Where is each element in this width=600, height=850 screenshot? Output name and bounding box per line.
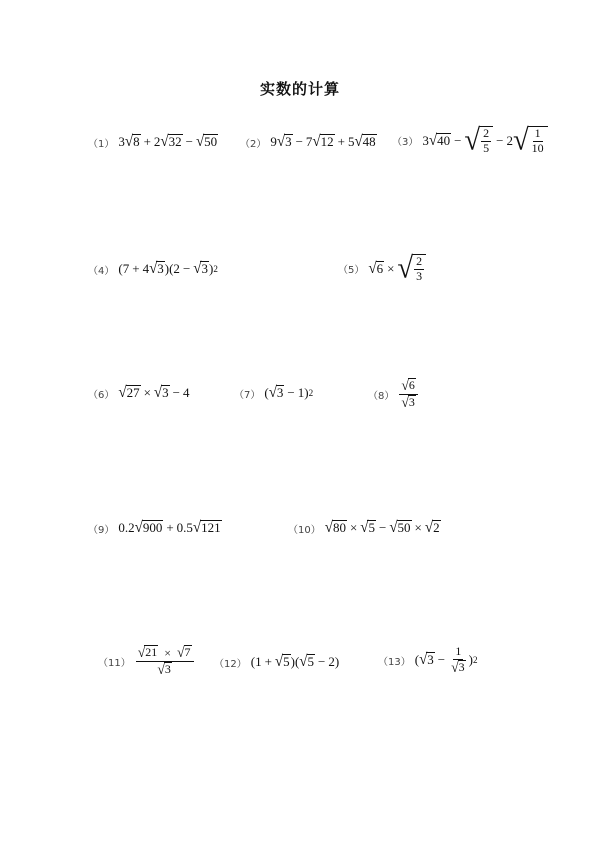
radicand: 5 [307, 654, 314, 670]
square-root: √ 80 [324, 519, 346, 537]
square-root: √ 40 [428, 132, 451, 150]
square-root: √ 3 [268, 384, 284, 402]
square-root: √ $\frac{2}{5}$ [464, 126, 493, 155]
problem-number: （4） [88, 265, 115, 277]
operator: − [318, 654, 326, 669]
term: (1 [250, 654, 262, 669]
term: 2) [328, 654, 340, 669]
square-root: √ 50 [389, 519, 411, 537]
square-root: √ 121 [192, 519, 221, 537]
radicand: 3 [157, 261, 164, 277]
radicand: 7 [184, 645, 191, 659]
operator: − [185, 134, 193, 149]
coefficient: 4 [142, 261, 150, 276]
numerator: 2 [483, 126, 490, 140]
radicand: 27 [126, 385, 140, 401]
problem-13 [378, 645, 478, 675]
problem-8 [368, 378, 419, 410]
radicand: 3 [162, 385, 169, 401]
square-root: √ 50 [195, 133, 218, 151]
radicand: 3 [285, 134, 292, 150]
expression [398, 378, 419, 410]
operator: − [496, 132, 504, 148]
radicand: 50 [204, 134, 218, 150]
coefficient: 3 [118, 134, 125, 149]
problem-10 [288, 520, 441, 536]
operator: + [143, 134, 151, 149]
radicand: 3 [164, 661, 171, 676]
denominator: 5 [483, 140, 490, 155]
term: ( [264, 385, 269, 400]
expression [118, 385, 189, 401]
operator: + [132, 261, 140, 276]
radicand: 80 [332, 520, 346, 536]
expression [118, 261, 218, 277]
term: ) [208, 261, 214, 276]
fraction [136, 645, 194, 677]
radicand: 2 [433, 520, 440, 536]
coefficient: 5 [347, 134, 355, 149]
problem-number: （6） [88, 389, 115, 401]
problem-12 [214, 654, 339, 670]
radicand: 32 [168, 134, 182, 150]
radicand: 121 [201, 520, 221, 536]
operator: × [387, 260, 395, 276]
coefficient: 2 [153, 134, 161, 149]
expression [118, 134, 218, 150]
expression [135, 645, 195, 677]
operator: × [349, 520, 358, 535]
radicand: 3 [408, 394, 415, 409]
square-root: √ 21 [137, 644, 158, 661]
operator: − [378, 520, 387, 535]
radicand: 5 [368, 520, 375, 536]
fraction [399, 378, 418, 410]
problem-number: （11） [98, 657, 131, 669]
square-root: √ 6 [368, 260, 384, 278]
operator: − [172, 385, 180, 400]
radicand: 40 [437, 132, 451, 148]
radicand: 12 [320, 134, 334, 150]
problem-11 [98, 645, 195, 677]
square-root: √ 48 [354, 133, 376, 151]
denominator: 10 [531, 140, 544, 155]
operator: + [337, 134, 345, 149]
problem-4 [88, 261, 218, 277]
square-root: √ 12 [312, 133, 334, 151]
radicand: 3 [201, 261, 208, 277]
problem-number: （1） [88, 138, 115, 150]
square-root: √ $\frac{2}{3}$ [397, 254, 426, 283]
square-root: √ 3 [276, 133, 292, 151]
page-title: 实数的计算 [259, 80, 340, 98]
square-root: √ 3 [419, 651, 434, 669]
radicand: 5 [283, 654, 290, 670]
denominator: 3 [416, 268, 423, 283]
radicand: 3 [276, 385, 284, 401]
square-root: √ 6 [401, 377, 415, 394]
operator: × [164, 645, 171, 660]
operator: − [437, 652, 446, 668]
square-root: √ 3 [401, 394, 415, 411]
expression [251, 654, 339, 670]
coefficient: 0.5 [176, 520, 193, 535]
coefficient: 2 [506, 132, 513, 148]
operator: − [182, 261, 191, 276]
square-root: √ 3 [157, 661, 171, 678]
exponent: 2 [213, 264, 218, 274]
expression [264, 385, 313, 401]
square-root: √ 900 [134, 519, 163, 537]
term: 1) [297, 385, 309, 400]
operator: − [295, 134, 303, 149]
expression [325, 520, 441, 536]
radicand: 6 [408, 378, 415, 392]
radicand: 48 [362, 134, 376, 150]
problem-6 [88, 385, 189, 401]
square-root: √ 5 [299, 653, 314, 671]
fraction [449, 645, 468, 675]
numerator: 1 [534, 126, 541, 140]
problem-number: （9） [88, 524, 115, 536]
coefficient: 9 [270, 134, 277, 149]
numerator: 1 [455, 644, 462, 658]
numerator: 2 [416, 254, 423, 268]
problem-number: （3） [392, 137, 419, 149]
square-root: √ 7 [176, 644, 191, 661]
problem-number: （2） [240, 138, 267, 150]
radicand: 21 [145, 645, 158, 659]
operator: − [287, 385, 295, 400]
problem-2 [240, 134, 377, 150]
expression [422, 126, 547, 155]
fraction [414, 255, 424, 283]
operator: + [264, 654, 272, 669]
radicand: 3 [458, 659, 465, 674]
square-root: √ 2 [424, 519, 440, 537]
square-root: √ $\frac{1}{10}$ [513, 126, 548, 155]
problem-number: （5） [338, 265, 365, 277]
exponent: 2 [473, 655, 478, 666]
radicand: 6 [376, 260, 384, 276]
term: )(2 [164, 261, 180, 276]
coefficient: 7 [305, 134, 313, 149]
term: 4 [182, 385, 190, 400]
square-root: √ 32 [160, 133, 182, 151]
problem-3 [392, 126, 548, 155]
radicand: 50 [397, 520, 411, 536]
square-root: √ 3 [153, 384, 169, 402]
square-root: √ 8 [124, 133, 140, 151]
problem-9 [88, 520, 222, 536]
term: )( [290, 654, 300, 669]
term: (7 [118, 261, 130, 276]
square-root: √ 5 [274, 653, 290, 671]
exponent: 2 [308, 388, 314, 398]
coefficient: 3 [422, 132, 429, 148]
square-root: √ 5 [360, 519, 375, 537]
radicand: 3 [427, 652, 434, 668]
operator: × [414, 520, 422, 535]
square-root: √ 27 [118, 384, 140, 402]
problem-number: （13） [378, 656, 411, 668]
operator: − [454, 132, 462, 148]
operator: + [166, 520, 174, 535]
problem-5 [338, 254, 426, 283]
fraction [481, 127, 491, 155]
problem-7 [234, 385, 313, 401]
operator: × [143, 385, 151, 400]
radicand: 8 [133, 134, 140, 150]
term: ( [414, 652, 420, 668]
expression [368, 254, 426, 283]
problem-number: （10） [288, 524, 321, 536]
square-root: √ 3 [193, 260, 208, 278]
radicand: 900 [142, 520, 163, 536]
fraction [530, 127, 546, 155]
coefficient: 0.2 [118, 520, 135, 535]
problem-number: （7） [234, 389, 261, 401]
problem-1 [88, 134, 218, 150]
expression [270, 134, 376, 150]
square-root: √ 3 [451, 659, 465, 676]
problem-number: （8） [368, 390, 395, 402]
square-root: √ 3 [149, 260, 164, 278]
expression [118, 520, 221, 536]
expression [415, 645, 478, 675]
problem-number: （12） [214, 658, 247, 670]
term: ) [468, 652, 473, 668]
